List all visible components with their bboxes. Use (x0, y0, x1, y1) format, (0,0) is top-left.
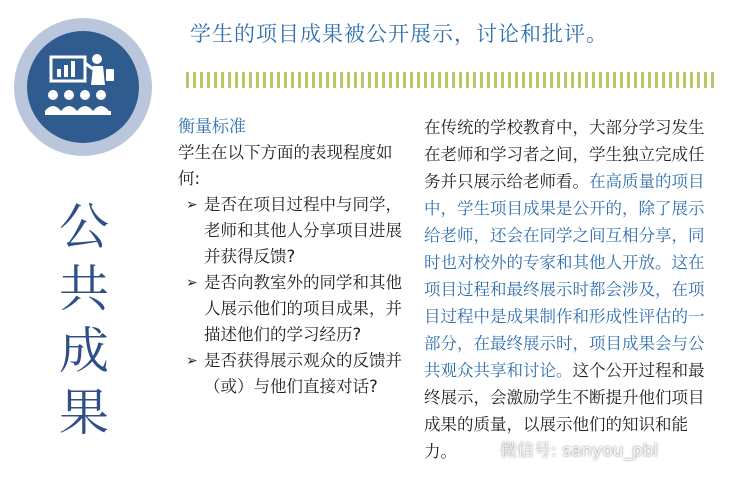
dotted-divider (186, 72, 716, 88)
vertical-title-char: 成 (59, 322, 109, 380)
list-item (178, 192, 408, 270)
vertical-title-char: 果 (59, 384, 109, 442)
arrow-right-icon: ➢ (186, 353, 198, 369)
list-item-text: 是否在项目过程中与同学，老师和其他人分享项目进展并获得反馈? (204, 195, 402, 266)
presentation-audience-icon (43, 51, 123, 123)
vertical-title (54, 196, 114, 444)
list-item (178, 348, 408, 400)
page-headline: 学生的项目成果被公开展示，讨论和批评。 (190, 22, 608, 46)
list-item (178, 270, 408, 348)
body-text-part1: 在传统的学校教育中，大部分学习发生在老师和学习者之间，学生独立完成任务并只展示给老师看。 (424, 118, 705, 191)
criteria-list (178, 192, 408, 400)
body-text-highlight: 在高质量的项目中，学生项目成果是公开的，除了展示给老师，还会在同学之间互相分享，同时也对校外的专家和其他人开放。这在项目过程和最终展示时都会涉及，在项目过程中是成果制作和形成性评估的一部分，在最终展示时，项目成果会与公共观众共享和讨论。 (424, 172, 705, 380)
body-column (424, 114, 720, 465)
icon-badge (14, 18, 152, 156)
list-item-text: 是否向教室外的同学和其他人展示他们的项目成果，并描述他们的学习经历? (204, 273, 402, 344)
arrow-right-icon: ➢ (186, 197, 198, 213)
vertical-title-char: 共 (59, 260, 109, 318)
sidebar (0, 0, 170, 485)
list-item-text: 是否获得展示观众的反馈并（或）与他们直接对话? (204, 351, 402, 396)
criteria-column (178, 114, 408, 400)
arrow-right-icon: ➢ (186, 275, 198, 291)
criteria-title: 衡量标准 (178, 117, 246, 137)
vertical-title-char: 公 (59, 198, 109, 256)
criteria-intro: 学生在以下方面的表现程度如何: (178, 143, 393, 188)
body-text-part3: 这个公开过程和最终展示，会激励学生不断提升他们项目成果的质量，以展示他们的知识和能力。 (424, 361, 705, 461)
watermark: 微信号: sanyou_pbl (500, 441, 659, 461)
